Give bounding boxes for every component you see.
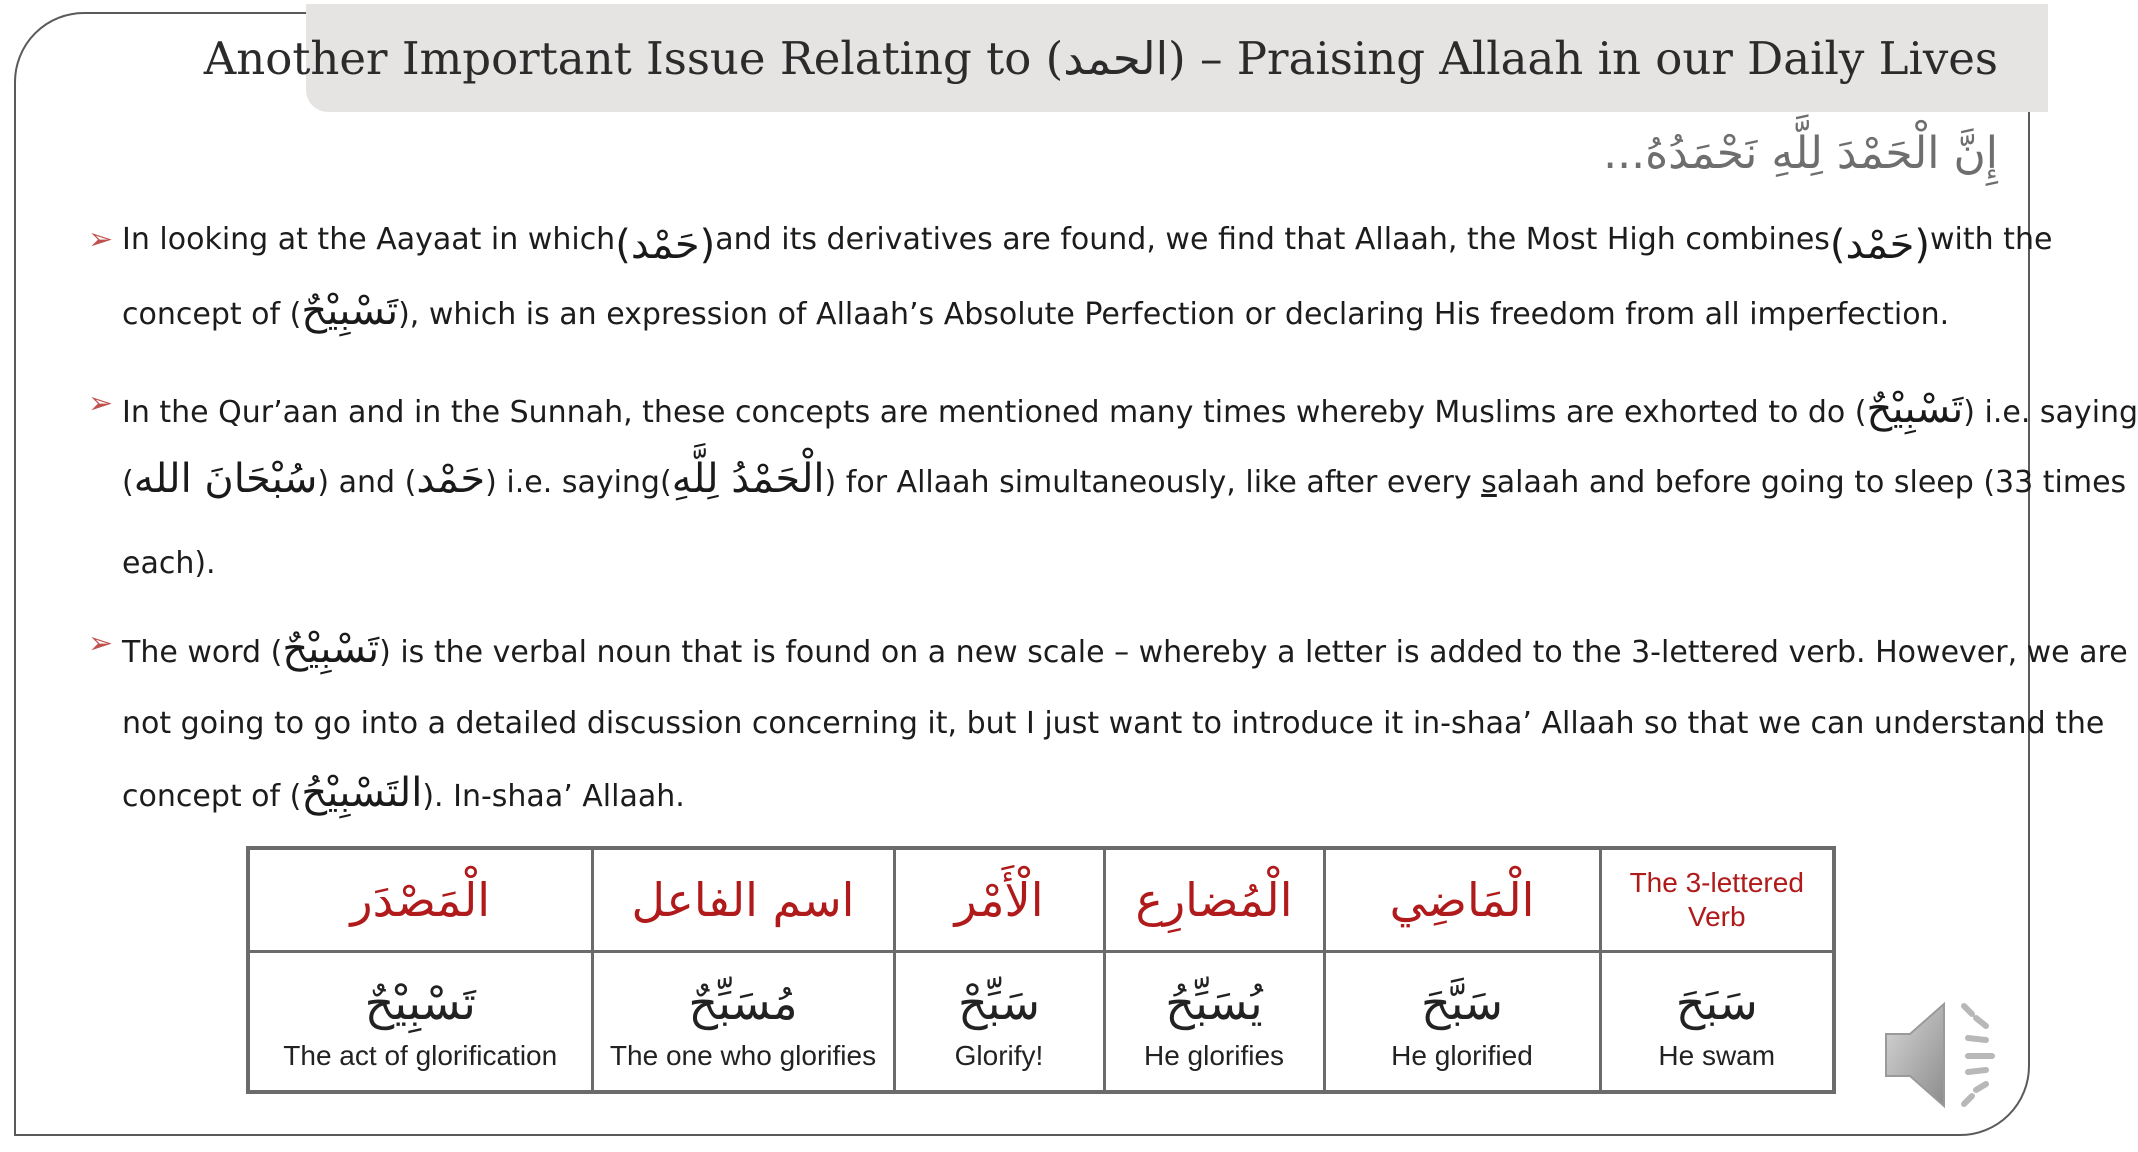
table-header-cell — [1600, 848, 1834, 952]
table-cell — [894, 952, 1104, 1093]
bullet-1-line-1 — [122, 222, 2053, 268]
bullet-3-line-1 — [122, 626, 2128, 672]
arrow-bullet-icon: ➢ — [88, 626, 114, 661]
text: ) i.e. saying — [1963, 395, 2138, 430]
text: concept of ( — [122, 297, 302, 332]
text: ) for Allaah simultaneously, like after every — [824, 465, 1482, 500]
header-maadi: الْمَاضِي — [1389, 873, 1535, 927]
text: ) i.e. saying( — [485, 465, 672, 500]
header-masdar: الْمَصْدَر — [350, 873, 491, 927]
bullet-1-line-2 — [122, 288, 1996, 334]
header-ism-faail: اسم الفاعل — [631, 873, 855, 927]
cell-english: He swam — [1658, 1039, 1776, 1071]
table-cell — [1600, 952, 1834, 1093]
title-text-start: Another Important Issue Relating to ( — [203, 32, 1064, 85]
table-header-cell — [592, 848, 894, 952]
text: ) is the verbal noun that is found on a new scale – whereby a letter is added to the 3-lettered verb. However, we are — [379, 635, 2128, 670]
title-arabic: الحمد — [1063, 32, 1169, 85]
bullet-3-line-2 — [122, 706, 2105, 741]
text: each). — [122, 546, 216, 581]
speaker-icon[interactable] — [1880, 990, 2010, 1120]
cell-english: He glorifies — [1143, 1039, 1285, 1071]
cell-english: The act of glorification — [283, 1039, 558, 1071]
verb-form-table — [246, 846, 1836, 1094]
text: ). In-shaa’ Allaah. — [422, 779, 685, 814]
text: ( — [122, 465, 134, 500]
arabic-term: الْحَمْدُ لِلَّهِ — [671, 456, 825, 502]
arrow-bullet-icon: ➢ — [88, 386, 114, 421]
underlined-letter: s — [1481, 465, 1497, 500]
table-cell — [1104, 952, 1324, 1093]
arabic-term: سُبْحَانَ الله — [133, 456, 318, 502]
table-cell — [248, 952, 592, 1093]
cell-arabic: سَبَحَ — [1675, 975, 1758, 1030]
cell-english: He glorified — [1391, 1039, 1533, 1071]
bullet-2-line-2 — [122, 456, 2127, 502]
arabic-term: تَسْبِيْحٌ — [1866, 386, 1964, 432]
header-amr: الْأَمْر — [954, 873, 1044, 927]
cell-arabic: سَبَّحَ — [1420, 975, 1504, 1030]
table-header-cell — [248, 848, 592, 952]
bullet-2-line-3 — [122, 546, 1996, 581]
table-cell — [1324, 952, 1600, 1093]
text: ) and ( — [317, 465, 417, 500]
text: In the Qur’aan and in the Sunnah, these concepts are mentioned many times whereby Muslims are exhorted to do ( — [122, 395, 1867, 430]
arabic-term: (حَمْد) — [1829, 222, 1930, 268]
text: alaah and before going to sleep (33 times — [1496, 465, 2127, 500]
cell-arabic: يُسَبِّحُ — [1165, 975, 1263, 1030]
table-header-cell — [1324, 848, 1600, 952]
cell-english: Glorify! — [954, 1039, 1044, 1071]
slide-title — [204, 32, 1998, 85]
opening-arabic: إِنَّ الْحَمْدَ لِلَّهِ نَحْمَدُهُ... — [1603, 128, 1998, 179]
text: In looking at the Aayaat in which — [122, 222, 616, 257]
cell-arabic: سَبِّحْ — [957, 975, 1041, 1030]
text: concept of ( — [122, 779, 302, 814]
table-cell — [592, 952, 894, 1093]
arabic-term: حَمْد — [416, 456, 486, 502]
arabic-term: التَسْبِيْحُ — [301, 770, 423, 816]
bullet-3-line-3 — [122, 770, 1996, 816]
bullet-2-line-1 — [122, 386, 2138, 432]
title-bar — [203, 4, 2048, 112]
header-mudaari: الْمُضارِع — [1135, 873, 1293, 927]
text: The word ( — [122, 635, 283, 670]
table-header-cell — [894, 848, 1104, 952]
table-header-cell — [1104, 848, 1324, 952]
header-3-lettered-verb: The 3-lettered Verb — [1629, 867, 1804, 932]
arabic-term: تَسْبِيْحٌ — [301, 288, 399, 334]
text: not going to go into a detailed discussion concerning it, but I just want to introduce it in-shaa’ Allaah so that we can understand the — [122, 706, 2105, 741]
text: and its derivatives are found, we find that Allaah, the Most High combines — [715, 222, 1830, 257]
text: ), which is an expression of Allaah’s Absolute Perfection or declaring His freedom from all imperfection. — [398, 297, 1950, 332]
title-text-end: ) – Praising Allaah in our Daily Lives — [1168, 32, 1998, 85]
cell-arabic: مُسَبِّحٌ — [688, 975, 798, 1030]
cell-english: The one who glorifies — [609, 1039, 877, 1071]
table-row — [248, 952, 1834, 1093]
arrow-bullet-icon: ➢ — [88, 222, 114, 257]
arabic-term: تَسْبِيْحٌ — [282, 626, 380, 672]
table-header-row — [248, 848, 1834, 952]
cell-arabic: تَسْبِيْحٌ — [364, 975, 476, 1030]
arabic-term: (حَمْد) — [615, 222, 716, 268]
text: with the — [1930, 222, 2053, 257]
